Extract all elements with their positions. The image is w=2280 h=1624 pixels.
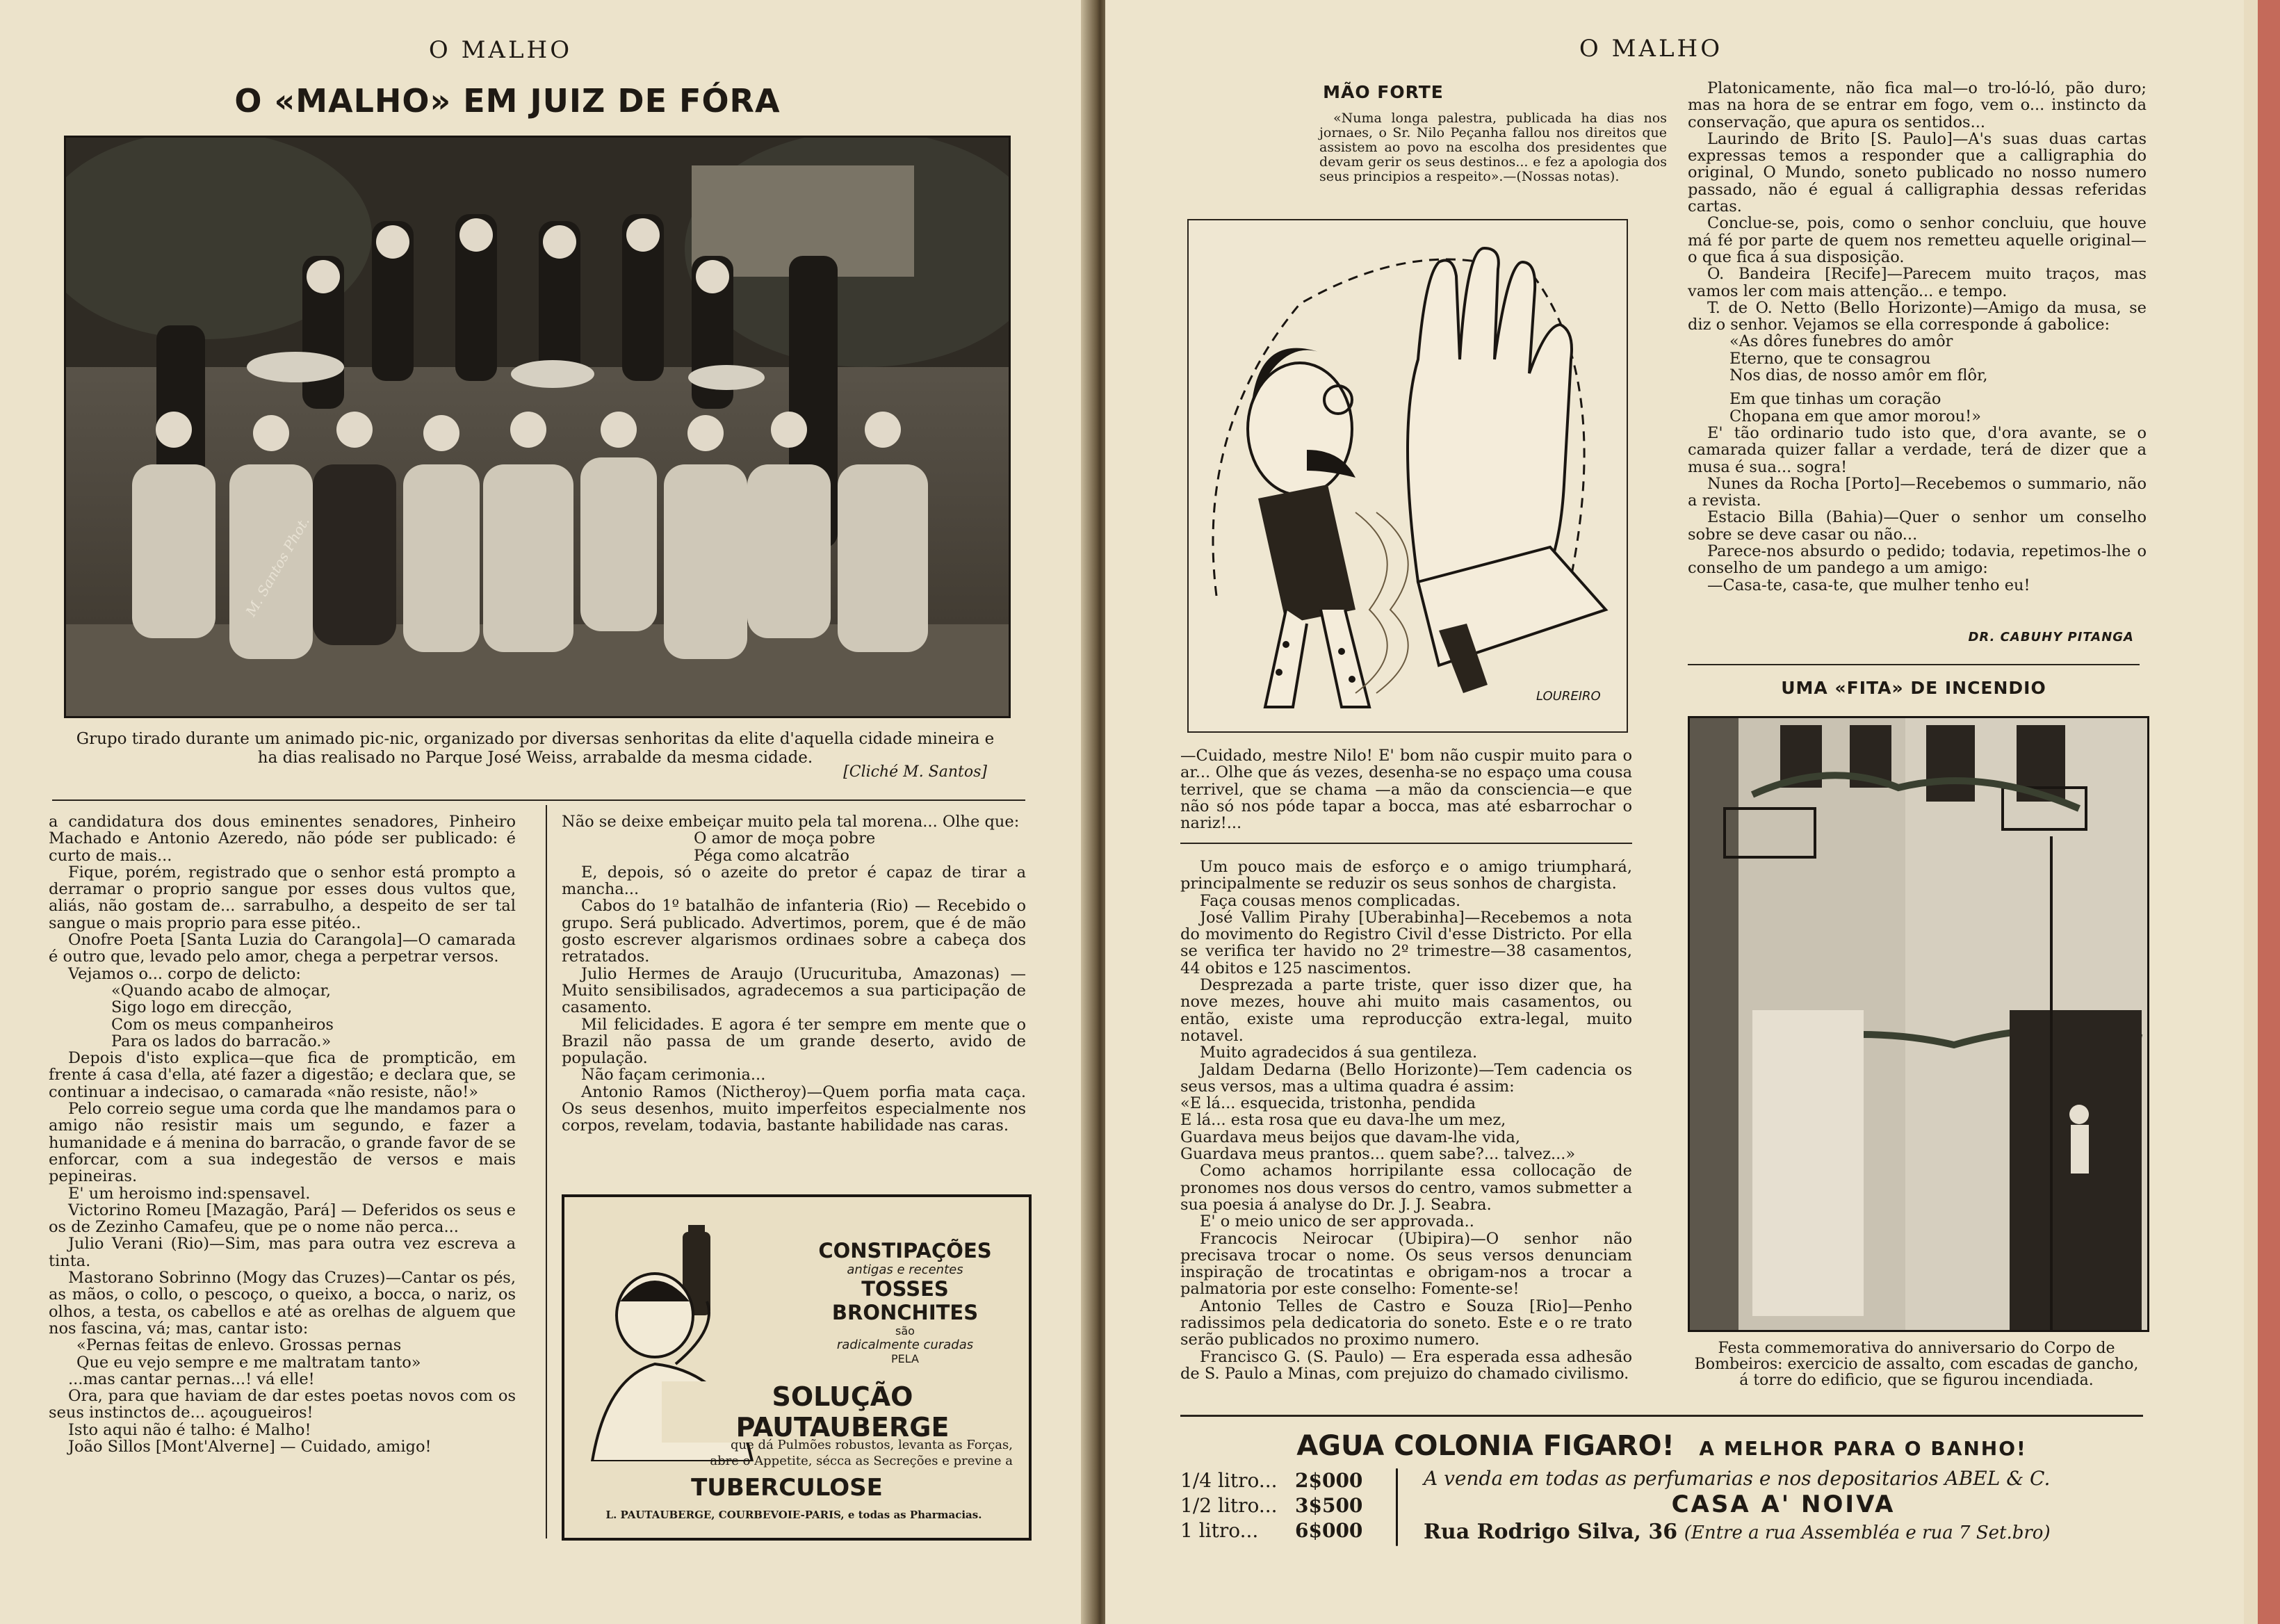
ad-line: BRONCHITES <box>831 1301 979 1324</box>
paragraph: Faça cousas menos complicadas. <box>1200 891 1461 910</box>
divider <box>52 799 1025 801</box>
paragraph: José Vallim Pirahy [Uberabinha]—Recebemos a nota do movimento do Registro Civil d'esse Districto. Por ella se verifica ter havido no 2º trimestre—38 casamentos, 44 obitos e 125 nascimentos. <box>1180 908 1632 977</box>
paragraph: Um pouco mais de esforço e o amigo triumphará, principalmente se reduzir os seus sonhos de chargista. <box>1180 858 1632 893</box>
left-column-2 <box>562 813 1026 1135</box>
ad-description <box>578 1437 1013 1469</box>
ad-line: PELA <box>891 1352 919 1365</box>
paragraph: Pelo correio segue uma corda que lhe mandamos para o amigo não resistir mais um segundo, e fazer a humanidade e á menina do barracão, o grande favor de se enforcar, com a sua indegestão de versos e mais pepineiras. <box>49 1100 516 1186</box>
column-divider <box>546 805 547 1538</box>
paragraph: Mil felicidades. E agora é ter sempre em mente que o Brazil não passa de um grande deserto, avido de população. <box>562 1015 1026 1068</box>
ad-line: antigas e recentes <box>847 1262 963 1277</box>
right-column-1 <box>1180 859 1632 1382</box>
verse-line: O amor de moça pobre <box>694 829 876 848</box>
ad-address-line <box>1424 1520 2147 1544</box>
paragraph: a candidatura dos dous eminentes senadores, Pinheiro Machado e Antonio Azeredo, não póde ser publicado: é curto de mais... <box>49 813 516 865</box>
ad-shop: CASA A' NOIVA <box>1671 1491 1896 1518</box>
price-size: 1 litro... <box>1180 1519 1259 1542</box>
verse-line: Guardava meus beijos que davam-lhe vida, <box>1180 1128 1520 1146</box>
price-row <box>1180 1468 1389 1493</box>
ad-slogan: A MELHOR PARA O BANHO! <box>1699 1437 2027 1460</box>
paragraph: Antonio Telles de Castro e Souza [Rio]—Penho radissimos pela dedicatoria do soneto. Este e o re trato serão publicados no proximo numero. <box>1180 1297 1632 1349</box>
ad-brace <box>1396 1468 1398 1546</box>
mao-forte-heading: MÃO FORTE <box>1323 82 1444 102</box>
pautauberge-ad <box>562 1194 1032 1541</box>
price-size: 1/2 litro... <box>1180 1494 1278 1517</box>
paragraph: Jaldam Dedarna (Bello Horizonte)—Tem cadencia os seus versos, mas a ultima quadra é assim: <box>1180 1060 1632 1096</box>
ad-disease: TUBERCULOSE <box>691 1474 883 1502</box>
ad-address: Rua Rodrigo Silva, 36 <box>1424 1520 1678 1544</box>
paragraph: Estacio Billa (Bahia)—Quer o senhor um conselho sobre se deve casar ou não... <box>1688 508 2147 544</box>
photo-caption-line2: ha dias realisado no Parque José Weiss, arrabalde da mesma cidade. <box>257 749 813 767</box>
paragraph: E' um heroismo ind:spensavel. <box>68 1184 311 1203</box>
ad-headline <box>794 1239 1016 1365</box>
verse-line: Sigo logo em direcção, <box>111 998 293 1017</box>
agua-colonia-ad <box>1180 1420 2143 1545</box>
ad-line: CONSTIPAÇÕES <box>818 1239 992 1262</box>
left-page <box>0 0 1095 1624</box>
paragraph: Mastorano Sobrinno (Mogy das Cruzes)—Cantar os pés, as mãos, o collo, o pescoço, o queixo, a bocca, o nariz, os olhos, a testa, os cabellos e até as orelhas de alguem que nos fascina, vá; mas, cantar isto: <box>49 1269 516 1338</box>
cartoon-image <box>1189 220 1627 731</box>
paragraph: Desprezada a parte triste, quer isso dizer que, ha nove mezes, houve ahi muito mais casamentos, ou então, existe uma reproducção extra-legal, muito notavel. <box>1180 976 1632 1045</box>
price-value: 2$000 <box>1295 1469 1363 1492</box>
divider <box>1688 664 2140 665</box>
paragraph: Ora, para que haviam de dar estes poetas novos com os seus instinctos de... açougueiros! <box>49 1387 516 1422</box>
ad-headline <box>1180 1430 2143 1462</box>
paragraph: Isto aqui não é talho: é Malho! <box>68 1420 311 1439</box>
book-edge <box>2258 0 2280 1624</box>
paragraph: —Casa-te, casa-te, que mulher tenho eu! <box>1707 576 2030 594</box>
ad-desc-line: que dá Pulmões robustos, levanta as Forças, <box>731 1438 1013 1452</box>
verse-line: Nos dias, de nosso amôr em flôr, <box>1729 366 1988 385</box>
paragraph: O. Bandeira [Recife]—Parecem muito traços, mas vamos ler com mais attenção... e tempo. <box>1688 265 2147 300</box>
mao-forte-intro: «Numa longa palestra, publicada ha dias nos jornaes, o Sr. Nilo Peçanha fallou nos direitos que assistem ao povo na escolha dos presidentes que devam gerir os seus destinos... e fez a apologia dos seus principios a respeito».—(Nossas notas). <box>1319 111 1667 184</box>
running-head: O MALHO <box>1579 35 1723 63</box>
photo-caption-line1: Grupo tirado durante um animado pic-nic, organizado por diversas senhoritas da elite d'aquella cidade mineira e <box>76 730 995 748</box>
divider <box>1180 1415 2143 1417</box>
paragraph: Parece-nos absurdo o pedido; todavia, repetimos-lhe o conselho de um pandego a um amigo: <box>1688 542 2147 578</box>
price-value: 6$000 <box>1295 1519 1363 1542</box>
fire-photo <box>1688 716 2149 1332</box>
photo-signature: M. Santos Phot. <box>242 513 313 619</box>
fire-photo-image <box>1690 718 2147 1330</box>
paragraph: Não façam cerimonia... <box>581 1066 766 1085</box>
right-page <box>1105 0 2280 1624</box>
paragraph: Não se deixe embeiçar muito pela tal morena... Olhe que: <box>562 813 1020 831</box>
paragraph: João Sillos [Mont'Alverne] — Cuidado, amigo! <box>68 1437 432 1456</box>
paragraph: Nunes da Rocha [Porto]—Recebemos o summario, não a revista. <box>1688 474 2147 510</box>
cartoon <box>1187 219 1628 733</box>
ad-brand: AGUA COLONIA FIGARO! <box>1296 1430 1675 1462</box>
verse-line: Para os lados do barracão.» <box>111 1032 332 1050</box>
verse-line: «Quando acabo de almoçar, <box>111 981 332 1000</box>
paragraph: Vejamos o... corpo de delicto: <box>68 964 301 983</box>
paragraph: Francocis Neirocar (Ubipira)—O senhor não precisava trocar o nome. Os seus versos denunciam inspiração de trocatintas e obrigam-nos a trocar a palmatoria por este conselho: Fomente-se! <box>1180 1229 1632 1299</box>
paragraph: Platonicamente, não fica mal—o tro-ló-ló, pão duro; mas na hora de se entrar em fogo, vem o... instincto da conservação, que apura os sentidos... <box>1688 79 2147 131</box>
price-row <box>1180 1493 1389 1518</box>
verse-line: Eterno, que te consagrou <box>1729 349 1931 368</box>
paragraph: Conclue-se, pois, como o senhor concluiu, que houve má fé por parte de quem nos remetteu aquelle original—o que fica á sua disposição. <box>1688 214 2147 266</box>
ad-line: TOSSES <box>861 1277 949 1301</box>
paragraph: Francisco G. (S. Paulo) — Era esperada essa adhesão de S. Paulo a Minas, com prejuizo do chamado civilismo. <box>1180 1347 1632 1383</box>
paragraph: T. de O. Netto (Bello Horizonte)—Amigo da musa, se diz o senhor. Vejamos se ella corresponde á gabolice: <box>1688 298 2147 334</box>
ad-desc-line: abre o Appetite, sécca as Secreções e previne a <box>710 1454 1013 1468</box>
ad-prices <box>1180 1468 1389 1543</box>
paragraph: Cabos do 1º batalhão de infanteria (Rio) — Recebido o grupo. Será publicado. Advertimos, porem, que é de mão gosto escrever algarismos ordinaes sobre a cabeça dos retratados. <box>562 897 1026 966</box>
photo-credit: [Cliché M. Santos] <box>843 763 987 781</box>
ad-brand: SOLUÇÃO PAUTAUBERGE <box>662 1381 1023 1443</box>
verse-line: E lá... esta rosa que eu dava-lhe um mez, <box>1180 1111 1506 1130</box>
paragraph: E' tão ordinario tudo isto que, d'ora avante, se o camarada quizer fallar a verdade, terá de dizer que a musa é sua... sogra! <box>1688 423 2147 476</box>
cartoon-signature: LOUREIRO <box>1536 689 1601 704</box>
paragraph: ...mas cantar pernas...! vá elle! <box>68 1370 315 1388</box>
ad-address-note: (Entre a rua Assembléa e rua 7 Set.bro) <box>1684 1522 2051 1543</box>
verse-line: «E lá... esquecida, tristonha, pendida <box>1180 1094 1476 1113</box>
paragraph: E' o meio unico de ser approvada.. <box>1200 1212 1474 1231</box>
right-column-2 <box>1688 80 2147 594</box>
ad-sold: A venda em todas as perfumarias e nos depositarios ABEL & C. <box>1424 1467 2051 1490</box>
fita-caption: Festa commemorativa do anniversario do Corpo de Bombeiros: exercicio de assalto, com escadas de gancho, á torre do edificio, que se figurou incendiada. <box>1694 1340 2139 1389</box>
paragraph: Muito agradecidos á sua gentileza. <box>1200 1044 1478 1062</box>
price-row <box>1180 1518 1389 1543</box>
paragraph: Victorino Romeu [Mazagão, Pará] — Deferidos os seus e os de Zezinho Camafeu, que pe o nome não perca... <box>49 1201 516 1237</box>
paragraph: Julio Hermes de Araujo (Urucurituba, Amazonas) — Muito sensibilisados, agradecemos a sua participação de casamento. <box>562 964 1026 1017</box>
cartoon-caption: —Cuidado, mestre Nilo! E' bom não cuspir muito para o ar... Olhe que ás vezes, desenha-se no espaço uma cousa terrivel, que se chama —a mão da consciencia—e que não só nos póde tapar a bocca, mas até esbarrochar o nariz!... <box>1180 747 1632 833</box>
verse-line: Chopana em que amor morou!» <box>1729 407 1981 425</box>
verse-line: Em que tinhas um coração <box>1729 390 1941 409</box>
left-column-1 <box>49 813 516 1455</box>
verse-line: «Pernas feitas de enlevo. Grossas pernas <box>76 1336 402 1355</box>
verse-line: Que eu vejo sempre e me maltratam tanto» <box>76 1353 421 1372</box>
price-value: 3$500 <box>1295 1494 1363 1517</box>
paragraph: Julio Verani (Rio)—Sim, mas para outra vez escreva a tinta. <box>49 1235 516 1270</box>
price-size: 1/4 litro... <box>1180 1469 1278 1492</box>
paragraph: Depois d'isto explica—que fica de prompticão, em frente á casa d'ella, até fazer a digestão; e declara que, se continuar a indecisao, o camarada «não resiste, não!» <box>49 1049 516 1101</box>
verse-line: «As dôres funebres do amôr <box>1729 332 1953 351</box>
divider <box>1180 843 1632 844</box>
column-signature: DR. CABUHY PITANGA <box>1968 630 2134 644</box>
running-head: O MALHO <box>428 36 573 64</box>
photo-caption <box>42 730 1029 768</box>
verse-line: Guardava meus prantos... quem sabe?... talvez...» <box>1180 1145 1576 1164</box>
paragraph: Como achamos horripilante essa collocação de pronomes nos dous versos do centro, vamos submetter a sua poesia á analyse do Dr. J. J. Seabra. <box>1180 1162 1632 1214</box>
paragraph: E, depois, só o azeite do pretor é capaz de tirar a mancha... <box>562 863 1026 899</box>
page-edge <box>2244 0 2258 1624</box>
ad-line: são <box>895 1324 915 1338</box>
ad-line: radicalmente curadas <box>836 1338 974 1352</box>
paragraph: Onofre Poeta [Santa Luzia do Carangola]—O camarada é outro que, levado pelo amor, chega a perpetrar versos. <box>49 931 516 966</box>
ad-footer: L. PAUTAUBERGE, COURBEVOIE-PARIS, e todas as Pharmacias. <box>605 1509 982 1521</box>
group-photo-image <box>66 138 1009 716</box>
fita-heading: UMA «FITA» DE INCENDIO <box>1781 678 2046 698</box>
paragraph: Fique, porém, registrado que o senhor está prompto a derramar o proprio sangue por esses dous vultos que, aliás, não gostam de... sarrabulho, a despeito de ser tal sangue o mais proprio para esse pitéo.. <box>49 863 516 932</box>
verse-line: Com os meus companheiros <box>111 1015 334 1034</box>
verse-line: Péga como alcatrão <box>694 846 849 865</box>
group-photo <box>64 136 1011 718</box>
paragraph: Antonio Ramos (Nictheroy)—Quem porfia mata caça. Os seus desenhos, muito imperfeitos especialmente nos corpos, revelam, todavia, bastante habilidade nas caras. <box>562 1082 1026 1135</box>
paragraph: Laurindo de Brito [S. Paulo]—A's suas duas cartas expressas temos a responder que a calligraphia do original, O Mundo, soneto publicado no nosso numero passado, não é egual á calligraphia dessas referidas cartas. <box>1688 129 2147 216</box>
page-title: O «MALHO» EM JUIZ DE FÓRA <box>234 82 781 120</box>
